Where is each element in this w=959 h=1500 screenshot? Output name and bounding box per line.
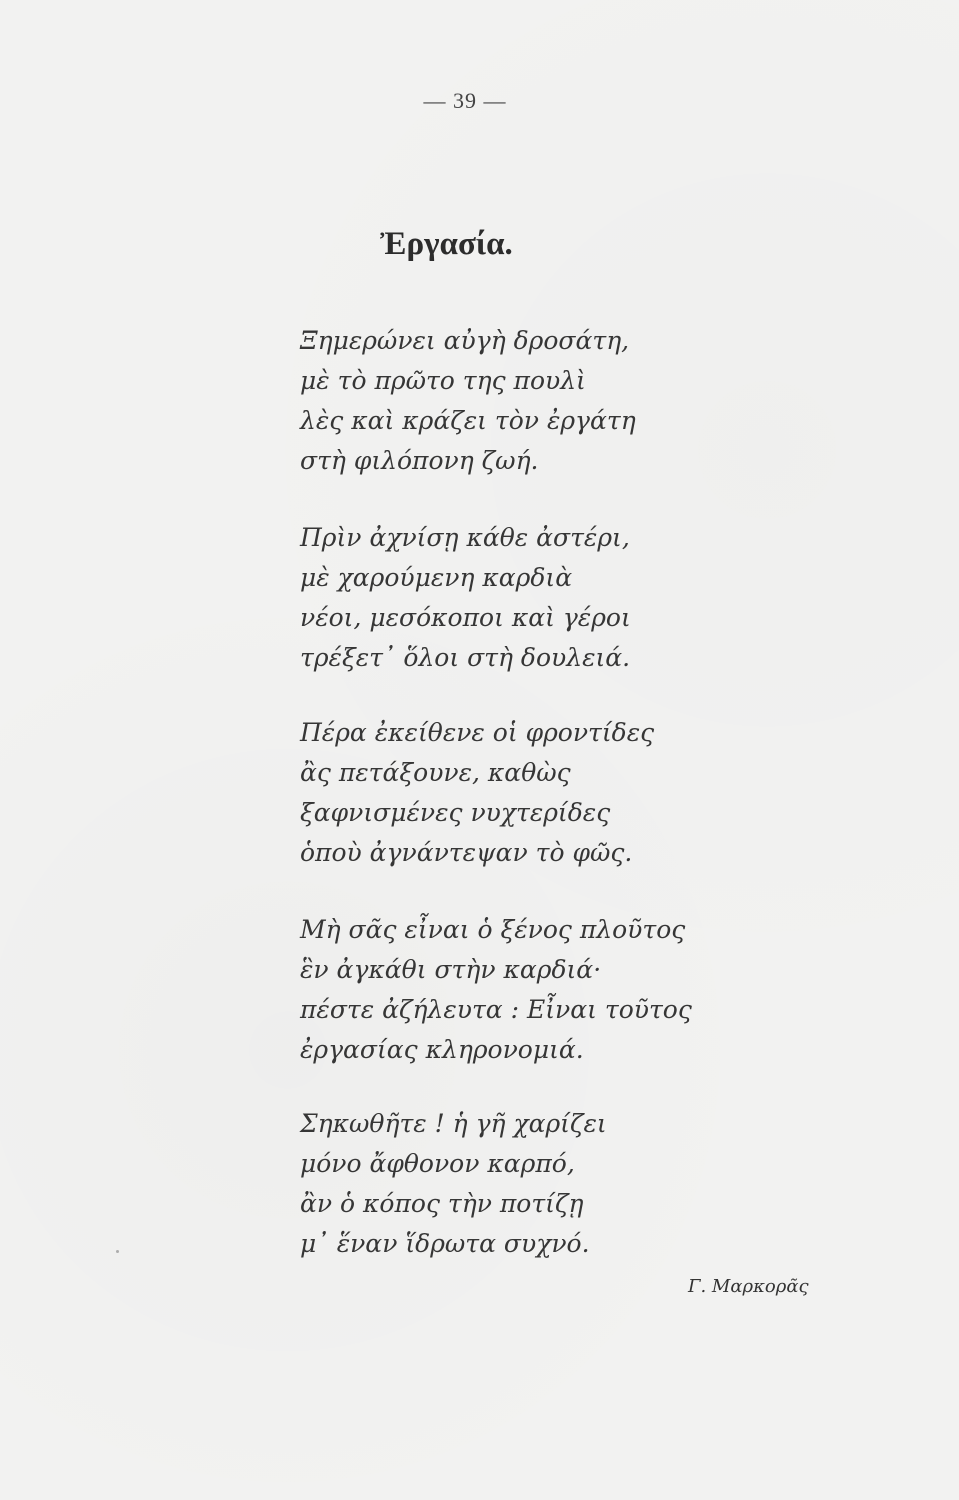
poem-line: ξαφνισμένες νυχτερίδες (300, 798, 611, 827)
poem-line: ὁποὺ ἀγνάντεψαν τὸ φῶς. (300, 838, 633, 867)
stanza-5 (300, 1104, 760, 1264)
poem-line: πέστε ἀζήλευτα : Εἶναι τοῦτος (300, 995, 692, 1024)
poem-line: μὲ χαρούμενη καρδιὰ (300, 563, 573, 592)
poem-line: Μὴ σᾶς εἶναι ὁ ξένος πλοῦτος (300, 915, 686, 944)
stanza-2 (300, 518, 760, 678)
poem-line: ἂν ὁ κόπος τὴν ποτίζῃ (300, 1189, 584, 1218)
page-number: — 39 — (423, 88, 507, 113)
poem-line: ἓν ἀγκάθι στὴν καρδιά· (300, 955, 602, 984)
poem-line: ἐργασίας κληρονομιά. (300, 1035, 584, 1064)
poem-line: νέοι, μεσόκοποι καὶ γέροι (300, 603, 631, 632)
stanza-4 (300, 910, 760, 1070)
stanza-1 (300, 321, 760, 481)
poem-line: μὲ τὸ πρῶτο της πουλὶ (300, 366, 586, 395)
poem-line: Πρὶν ἀχνίσῃ κάθε ἀστέρι, (300, 523, 630, 552)
poem-line: στὴ φιλόπονη ζωή. (300, 446, 539, 475)
poem-line: λὲς καὶ κράζει τὸν ἐργάτη (300, 406, 636, 435)
poem-line: μόνο ἄφθονον καρπό, (300, 1149, 575, 1178)
stanza-3 (300, 713, 760, 873)
poem-line: μ᾽ ἕναν ἵδρωτα συχνό. (300, 1229, 590, 1258)
poem-line: Ξημερώνει αὐγὴ δροσάτη, (300, 326, 630, 355)
poem-line: ἂς πετάξουνε, καθὼς (300, 758, 571, 787)
poem-title: Ἐργασία. (380, 226, 513, 262)
ink-speck (116, 1250, 119, 1253)
author-signature: Γ. Μαρκορᾶς (688, 1276, 809, 1297)
poem-line: τρέξετ᾽ ὅλοι στὴ δουλειά. (300, 643, 631, 672)
poem-line: Σηκωθῆτε ! ἡ γῆ χαρίζει (300, 1109, 607, 1138)
poem-line: Πέρα ἐκείθενε οἱ φροντίδες (300, 718, 655, 747)
